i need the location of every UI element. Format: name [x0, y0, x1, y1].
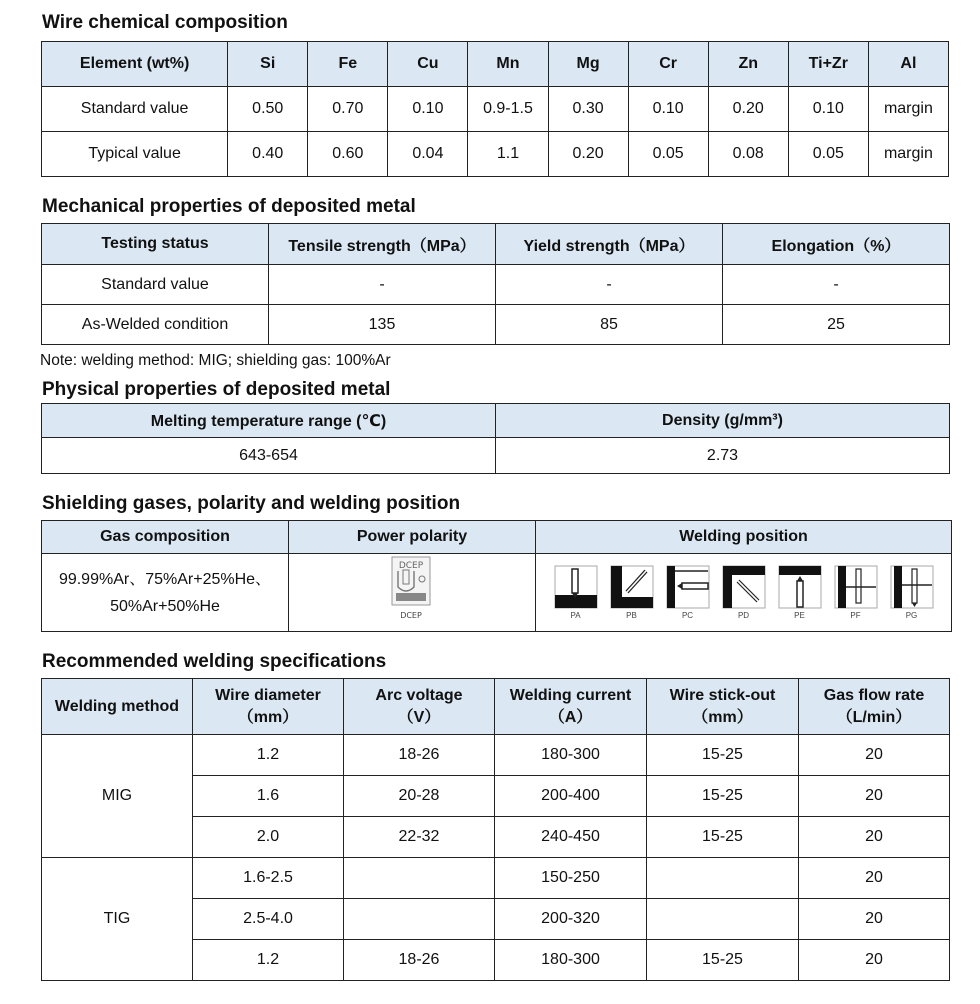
header-cell	[344, 679, 495, 735]
table-cell: 0.04	[388, 132, 468, 177]
table-cell: 20	[799, 776, 950, 817]
header-unit: （L/min）	[836, 708, 912, 726]
gas-composition-cell	[42, 554, 289, 632]
header-cell: Density (g/mm³)	[496, 404, 950, 438]
table-cell: 2.5-4.0	[193, 899, 344, 940]
table-cell: 200-400	[495, 776, 647, 817]
header-line: Arc voltage	[375, 686, 463, 704]
table-cell: 18-26	[344, 940, 495, 981]
table-cell: 0.05	[628, 132, 708, 177]
table-cell: 2.73	[496, 438, 950, 474]
polarity-top-label: DCEP	[398, 561, 424, 571]
physical-title: Physical properties of deposited metal	[42, 379, 391, 400]
position-label: PC	[681, 611, 694, 620]
table-row	[42, 735, 950, 776]
header-cell	[193, 679, 344, 735]
header-cell	[42, 679, 193, 735]
header-cell: Element (wt%)	[42, 42, 228, 87]
table-cell: 0.50	[228, 87, 308, 132]
table-cell: 0.10	[388, 87, 468, 132]
welding-position-strip	[538, 565, 949, 620]
table-cell: 22-32	[344, 817, 495, 858]
table-cell: As-Welded condition	[42, 305, 269, 345]
header-unit: （mm）	[237, 708, 299, 726]
table-cell: 0.70	[308, 87, 388, 132]
table-row	[42, 87, 949, 132]
power-polarity-cell	[289, 554, 536, 632]
table-cell: 18-26	[344, 735, 495, 776]
table-cell: -	[269, 265, 496, 305]
welding-position-pc	[662, 565, 714, 620]
dcep-polarity-icon	[382, 555, 442, 625]
header-cell: Zn	[708, 42, 788, 87]
table-cell: 0.9-1.5	[468, 87, 548, 132]
header-cell: Mg	[548, 42, 628, 87]
header-cell: Welding position	[536, 521, 952, 554]
table-cell: 0.30	[548, 87, 628, 132]
position-label: PG	[905, 611, 918, 620]
specs-table	[41, 678, 950, 981]
table-row	[42, 305, 950, 345]
mechanical-table	[41, 223, 950, 345]
header-cell: Gas composition	[42, 521, 289, 554]
table-cell: -	[723, 265, 950, 305]
gas-line: 99.99%Ar、75%Ar+25%He、	[58, 570, 272, 588]
table-cell: -	[496, 265, 723, 305]
table-cell: 20	[799, 899, 950, 940]
position-label: PE	[794, 611, 805, 620]
mechanical-title: Mechanical properties of deposited metal	[42, 196, 416, 217]
physical-table	[41, 403, 950, 474]
table-cell: 200-320	[495, 899, 647, 940]
table-cell: 180-300	[495, 735, 647, 776]
shielding-title: Shielding gases, polarity and welding position	[42, 493, 461, 514]
header-cell: Si	[228, 42, 308, 87]
header-line: Welding current	[509, 686, 632, 704]
table-header-row	[42, 679, 950, 735]
position-label: PB	[626, 611, 637, 620]
table-cell: 0.10	[788, 87, 868, 132]
position-pb-icon	[610, 565, 654, 609]
table-cell: margin	[868, 132, 948, 177]
position-label: PD	[737, 611, 750, 620]
table-cell: Typical value	[42, 132, 228, 177]
table-cell	[647, 858, 799, 899]
table-cell: 15-25	[647, 735, 799, 776]
welding-position-cell	[536, 554, 952, 632]
welding-position-pg	[886, 565, 938, 620]
table-row	[42, 438, 950, 474]
welding-position-pf	[830, 565, 882, 620]
table-row	[42, 858, 950, 899]
welding-position-pa	[550, 565, 602, 620]
table-cell: 85	[496, 305, 723, 345]
table-cell: 0.10	[628, 87, 708, 132]
table-cell: 20	[799, 858, 950, 899]
position-pg-icon	[890, 565, 934, 609]
composition-title: Wire chemical composition	[42, 12, 288, 33]
table-header-row	[42, 224, 950, 265]
table-cell: 0.20	[548, 132, 628, 177]
header-cell: Yield strength（MPa）	[496, 224, 723, 265]
table-cell: 135	[269, 305, 496, 345]
header-unit: （V）	[397, 708, 441, 726]
table-cell	[344, 899, 495, 940]
table-header-row	[42, 521, 952, 554]
header-cell	[647, 679, 799, 735]
table-cell: 1.2	[193, 735, 344, 776]
header-line: Welding method	[54, 697, 180, 715]
header-cell: Mn	[468, 42, 548, 87]
table-cell: 15-25	[647, 776, 799, 817]
table-cell: 240-450	[495, 817, 647, 858]
method-cell: MIG	[42, 735, 193, 858]
header-cell: Ti+Zr	[788, 42, 868, 87]
header-line: Wire diameter	[215, 686, 321, 704]
table-cell: 150-250	[495, 858, 647, 899]
header-cell: Cu	[388, 42, 468, 87]
table-cell: 0.05	[788, 132, 868, 177]
table-header-row	[42, 42, 949, 87]
position-label: PF	[850, 611, 861, 620]
table-cell: margin	[868, 87, 948, 132]
table-row	[42, 554, 952, 632]
table-cell: 1.2	[193, 940, 344, 981]
table-cell: 2.0	[193, 817, 344, 858]
table-cell: 20	[799, 940, 950, 981]
mechanical-note: Note: welding method: MIG; shielding gas: 100%Ar	[40, 352, 391, 369]
table-cell: 20	[799, 735, 950, 776]
position-pa-icon	[554, 565, 598, 609]
table-row	[42, 265, 950, 305]
table-cell	[647, 899, 799, 940]
table-cell: 1.1	[468, 132, 548, 177]
table-cell: Standard value	[42, 265, 269, 305]
gas-line: 50%Ar+50%He	[110, 597, 220, 615]
position-pe-icon	[778, 565, 822, 609]
polarity-bottom-label: DCEP	[400, 611, 422, 620]
table-cell: 0.20	[708, 87, 788, 132]
shielding-table	[41, 520, 952, 632]
position-pc-icon	[666, 565, 710, 609]
header-cell: Al	[868, 42, 948, 87]
table-cell: 643-654	[42, 438, 496, 474]
welding-position-pb	[606, 565, 658, 620]
table-cell: 20	[799, 817, 950, 858]
position-label: PA	[570, 611, 581, 620]
table-cell	[344, 858, 495, 899]
table-cell: 0.40	[228, 132, 308, 177]
header-cell	[495, 679, 647, 735]
header-cell	[799, 679, 950, 735]
table-cell: 25	[723, 305, 950, 345]
header-cell: Elongation（%）	[723, 224, 950, 265]
welding-position-pe	[774, 565, 826, 620]
position-pf-icon	[834, 565, 878, 609]
header-line: Wire stick-out	[669, 686, 776, 704]
welding-position-pd	[718, 565, 770, 620]
table-cell: 1.6-2.5	[193, 858, 344, 899]
table-cell: 15-25	[647, 817, 799, 858]
method-cell: TIG	[42, 858, 193, 981]
table-cell: 0.08	[708, 132, 788, 177]
table-header-row	[42, 404, 950, 438]
header-unit: （mm）	[692, 708, 753, 726]
header-cell: Melting temperature range (℃)	[42, 404, 496, 438]
header-cell: Fe	[308, 42, 388, 87]
table-row	[42, 132, 949, 177]
header-cell: Power polarity	[289, 521, 536, 554]
header-cell: Testing status	[42, 224, 269, 265]
table-cell: 0.60	[308, 132, 388, 177]
table-cell: 20-28	[344, 776, 495, 817]
composition-table	[41, 41, 949, 177]
table-cell: 1.6	[193, 776, 344, 817]
header-cell: Tensile strength（MPa）	[269, 224, 496, 265]
header-cell: Cr	[628, 42, 708, 87]
position-pd-icon	[722, 565, 766, 609]
table-cell: Standard value	[42, 87, 228, 132]
table-cell: 180-300	[495, 940, 647, 981]
header-line: Gas flow rate	[823, 686, 925, 704]
specs-title: Recommended welding specifications	[42, 651, 387, 672]
header-unit: （A）	[548, 708, 593, 726]
table-cell: 15-25	[647, 940, 799, 981]
